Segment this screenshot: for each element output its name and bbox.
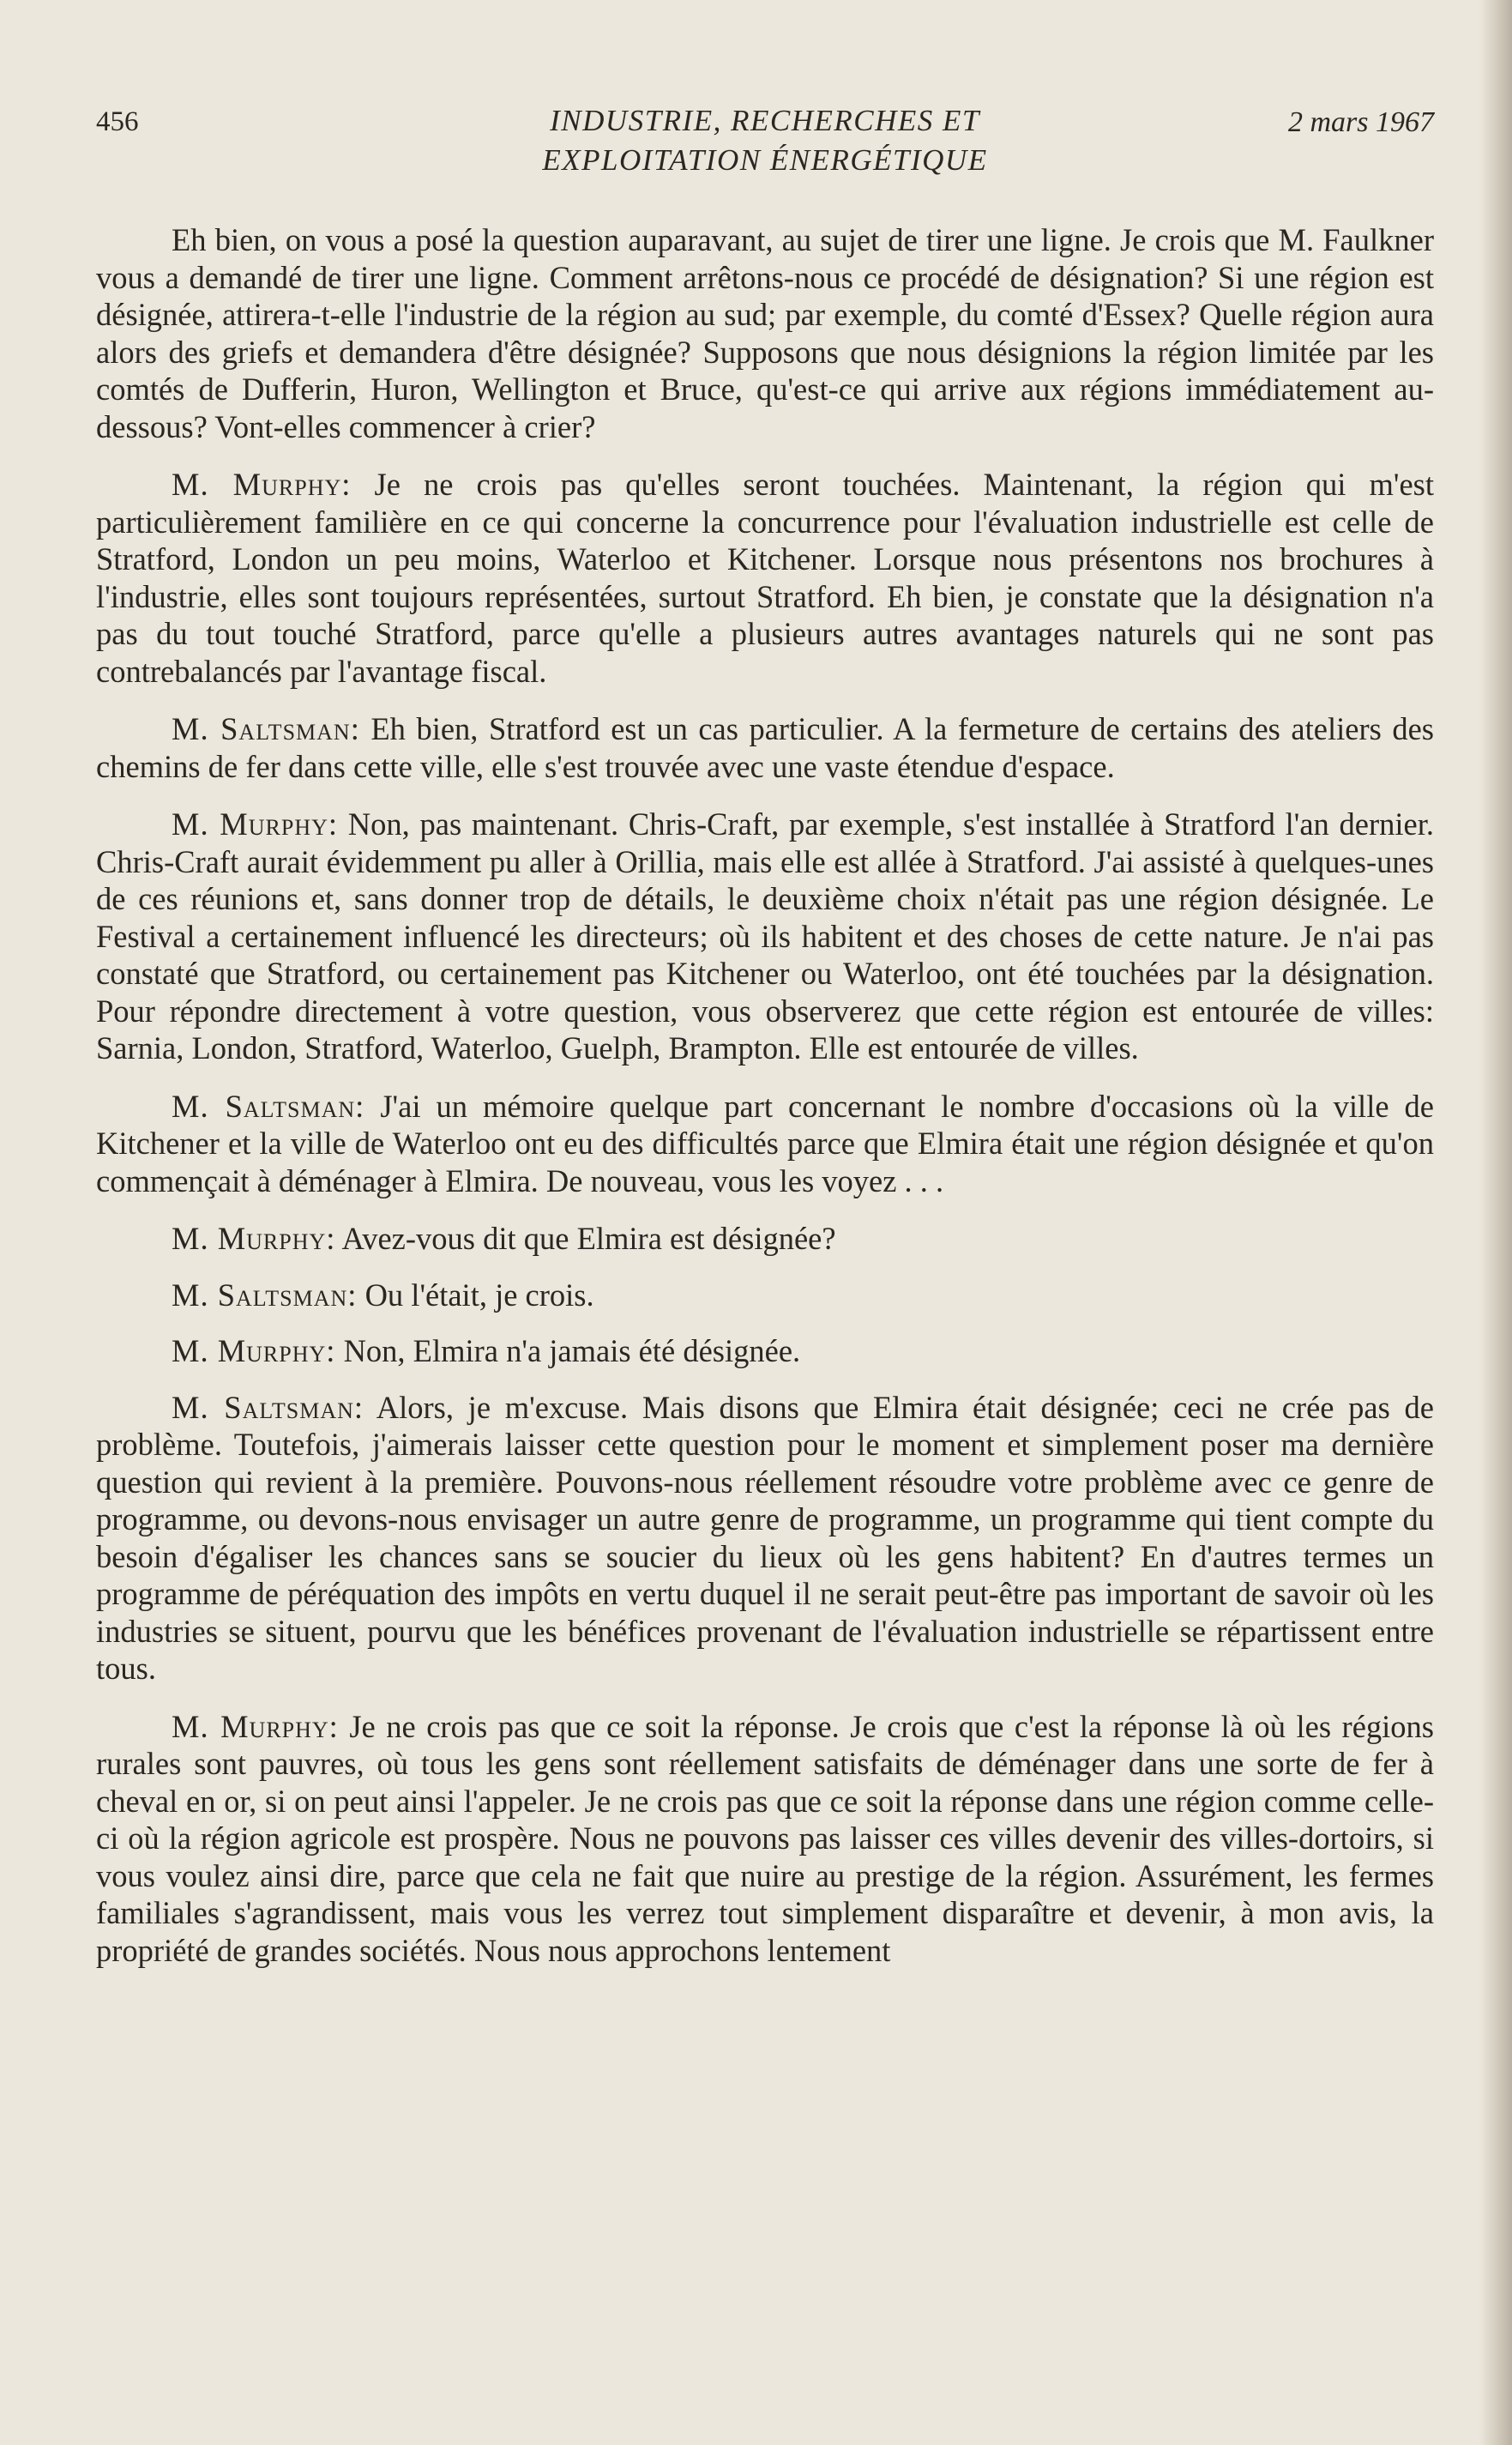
speaker-name: M. Murphy: <box>172 806 339 842</box>
running-title-line-1: INDUSTRIE, RECHERCHES ET <box>550 104 980 137</box>
paragraph-3 <box>96 710 1434 785</box>
speaker-name: M. Saltsman: <box>172 1277 358 1313</box>
paragraph-5 <box>96 1088 1434 1200</box>
paragraph-text: Non, pas maintenant. Chris-Craft, par exemple, s'est installée à Stratford l'an dernier. Chris-Craft aurait évidemment pu aller à Orillia, mais elle est allée à Stratford. J'ai assisté à quelques-unes de ces réunions et, sans donner trop de détails, le deuxième choix n'était pas une région désignée. Le Festival a certainement influencé les directeurs; où ils habitent et des choses de cette nature. Je n'ai pas constaté que Stratford, ou certainement pas Kitchener ou Waterloo, ont été touchées par la désignation. Pour répondre directement à votre question, vous observerez que cette région est entourée de villes: Sarnia, London, Stratford, Waterloo, Guelph, Brampton. Elle est entourée de villes. <box>96 806 1435 1066</box>
speaker-name: M. Murphy: <box>172 1333 336 1368</box>
body-text <box>96 221 1434 1989</box>
paragraph-text: Eh bien, Stratford est un cas particulier. A la fermeture de certains des ateliers des chemins de fer dans cette ville, elle s'est trouvée avec une vaste étendue d'espace. <box>96 711 1434 784</box>
running-title <box>96 101 1434 180</box>
speaker-name: M. Murphy: <box>172 1708 339 1744</box>
paragraph-1 <box>96 221 1434 445</box>
paragraph-text: Je ne crois pas que ce soit la réponse. Je crois que c'est la réponse là où les régions rurales sont pauvres, où tous les gens sont réellement satisfaits de déménager dans une sorte de fer à cheval en or, si on peut ainsi l'appeler. Je ne crois pas que ce soit la réponse dans une région comme celle-ci où la région agricole est prospère. Nous ne pouvons pas laisser ces villes devenir des villes-dortoirs, si vous voulez ainsi dire, parce que cela ne fait que nuire au prestige de la région. Assurément, les fermes familiales s'agrandissent, mais vous les verrez tout simplement disparaître et devenir, à mon avis, la propriété de grandes sociétés. Nous nous approchons lentement <box>96 1708 1434 1968</box>
paragraph-10 <box>96 1708 1434 1970</box>
paragraph-9 <box>96 1389 1434 1687</box>
paragraph-text: Non, Elmira n'a jamais été désignée. <box>335 1333 801 1368</box>
paragraph-7 <box>96 1277 1434 1314</box>
paragraph-4 <box>96 806 1434 1067</box>
speaker-name: M. Saltsman: <box>172 1389 364 1425</box>
page-edge-shadow <box>1479 0 1512 2445</box>
speaker-name: M. Murphy: <box>172 1221 336 1256</box>
paragraph-text: Alors, je m'excuse. Mais disons que Elmira était désignée; ceci ne crée pas de problème. Toutefois, j'aimerais laisser cette question pour le moment et simplement poser ma dernière question qui revient à la première. Pouvons-nous réellement résoudre votre problème avec ce genre de programme, ou devons-nous envisager un autre genre de programme, un programme qui tient compte du besoin d'égaliser les chances sans se soucier du lieux où les gens habitent? En d'autres termes un programme de péréquation des impôts en vertu duquel il ne serait peut-être pas important de savoir où les industries se situent, pourvu que les bénéfices provenant de l'évaluation industrielle se répartissent entre tous. <box>96 1389 1435 1686</box>
header-date: 2 mars 1967 <box>1287 106 1434 138</box>
running-title-line-2: EXPLOITATION ÉNERGÉTIQUE <box>542 143 988 177</box>
paragraph-text: Eh bien, on vous a posé la question auparavant, au sujet de tirer une ligne. Je crois que M. Faulkner vous a demandé de tirer une ligne. Comment arrêtons-nous ce procédé de désignation? Si une région est désignée, attirera-t-elle l'industrie de la région au sud; par exemple, du comté d'Essex? Quelle région aura alors des griefs et demandera d'être désignée? Supposons que nous désignions la région limitée par les comtés de Dufferin, Huron, Wellington et Bruce, qu'est-ce qui arrive aux régions immédiatement au-dessous? Vont-elles commencer à crier? <box>96 222 1434 444</box>
paragraph-8 <box>96 1332 1434 1370</box>
paragraph-text: J'ai un mémoire quelque part concernant le nombre d'occasions où la ville de Kitchener et la ville de Waterloo ont eu des difficultés parce que Elmira était une région désignée et qu'on commençait à déménager à Elmira. De nouveau, vous les voyez . . . <box>96 1088 1434 1198</box>
paragraph-2 <box>96 466 1434 690</box>
paragraph-text: Avez-vous dit que Elmira est désignée? <box>335 1221 836 1256</box>
speaker-name: M. Saltsman: <box>172 711 360 746</box>
page-header <box>96 101 1434 187</box>
speaker-name: M. Saltsman: <box>172 1088 365 1124</box>
paragraph-text: Ou l'était, je crois. <box>357 1277 594 1313</box>
paragraph-text: Je ne crois pas qu'elles seront touchées. Maintenant, la région qui m'est particulièrement familière en ce qui concerne la concurrence pour l'évaluation industrielle est celle de Stratford, London un peu moins, Waterloo et Kitchener. Lorsque nous présentons nos brochures à l'industrie, elles sont toujours représentées, surtout Stratford. Eh bien, je constate que la désignation n'a pas du tout touché Stratford, parce qu'elle a plusieurs autres avantages naturels qui ne sont pas contrebalancés par l'avantage fiscal. <box>96 467 1434 689</box>
speaker-name: M. Murphy: <box>172 467 352 502</box>
paragraph-6 <box>96 1220 1434 1258</box>
page-number: 456 <box>96 106 139 137</box>
